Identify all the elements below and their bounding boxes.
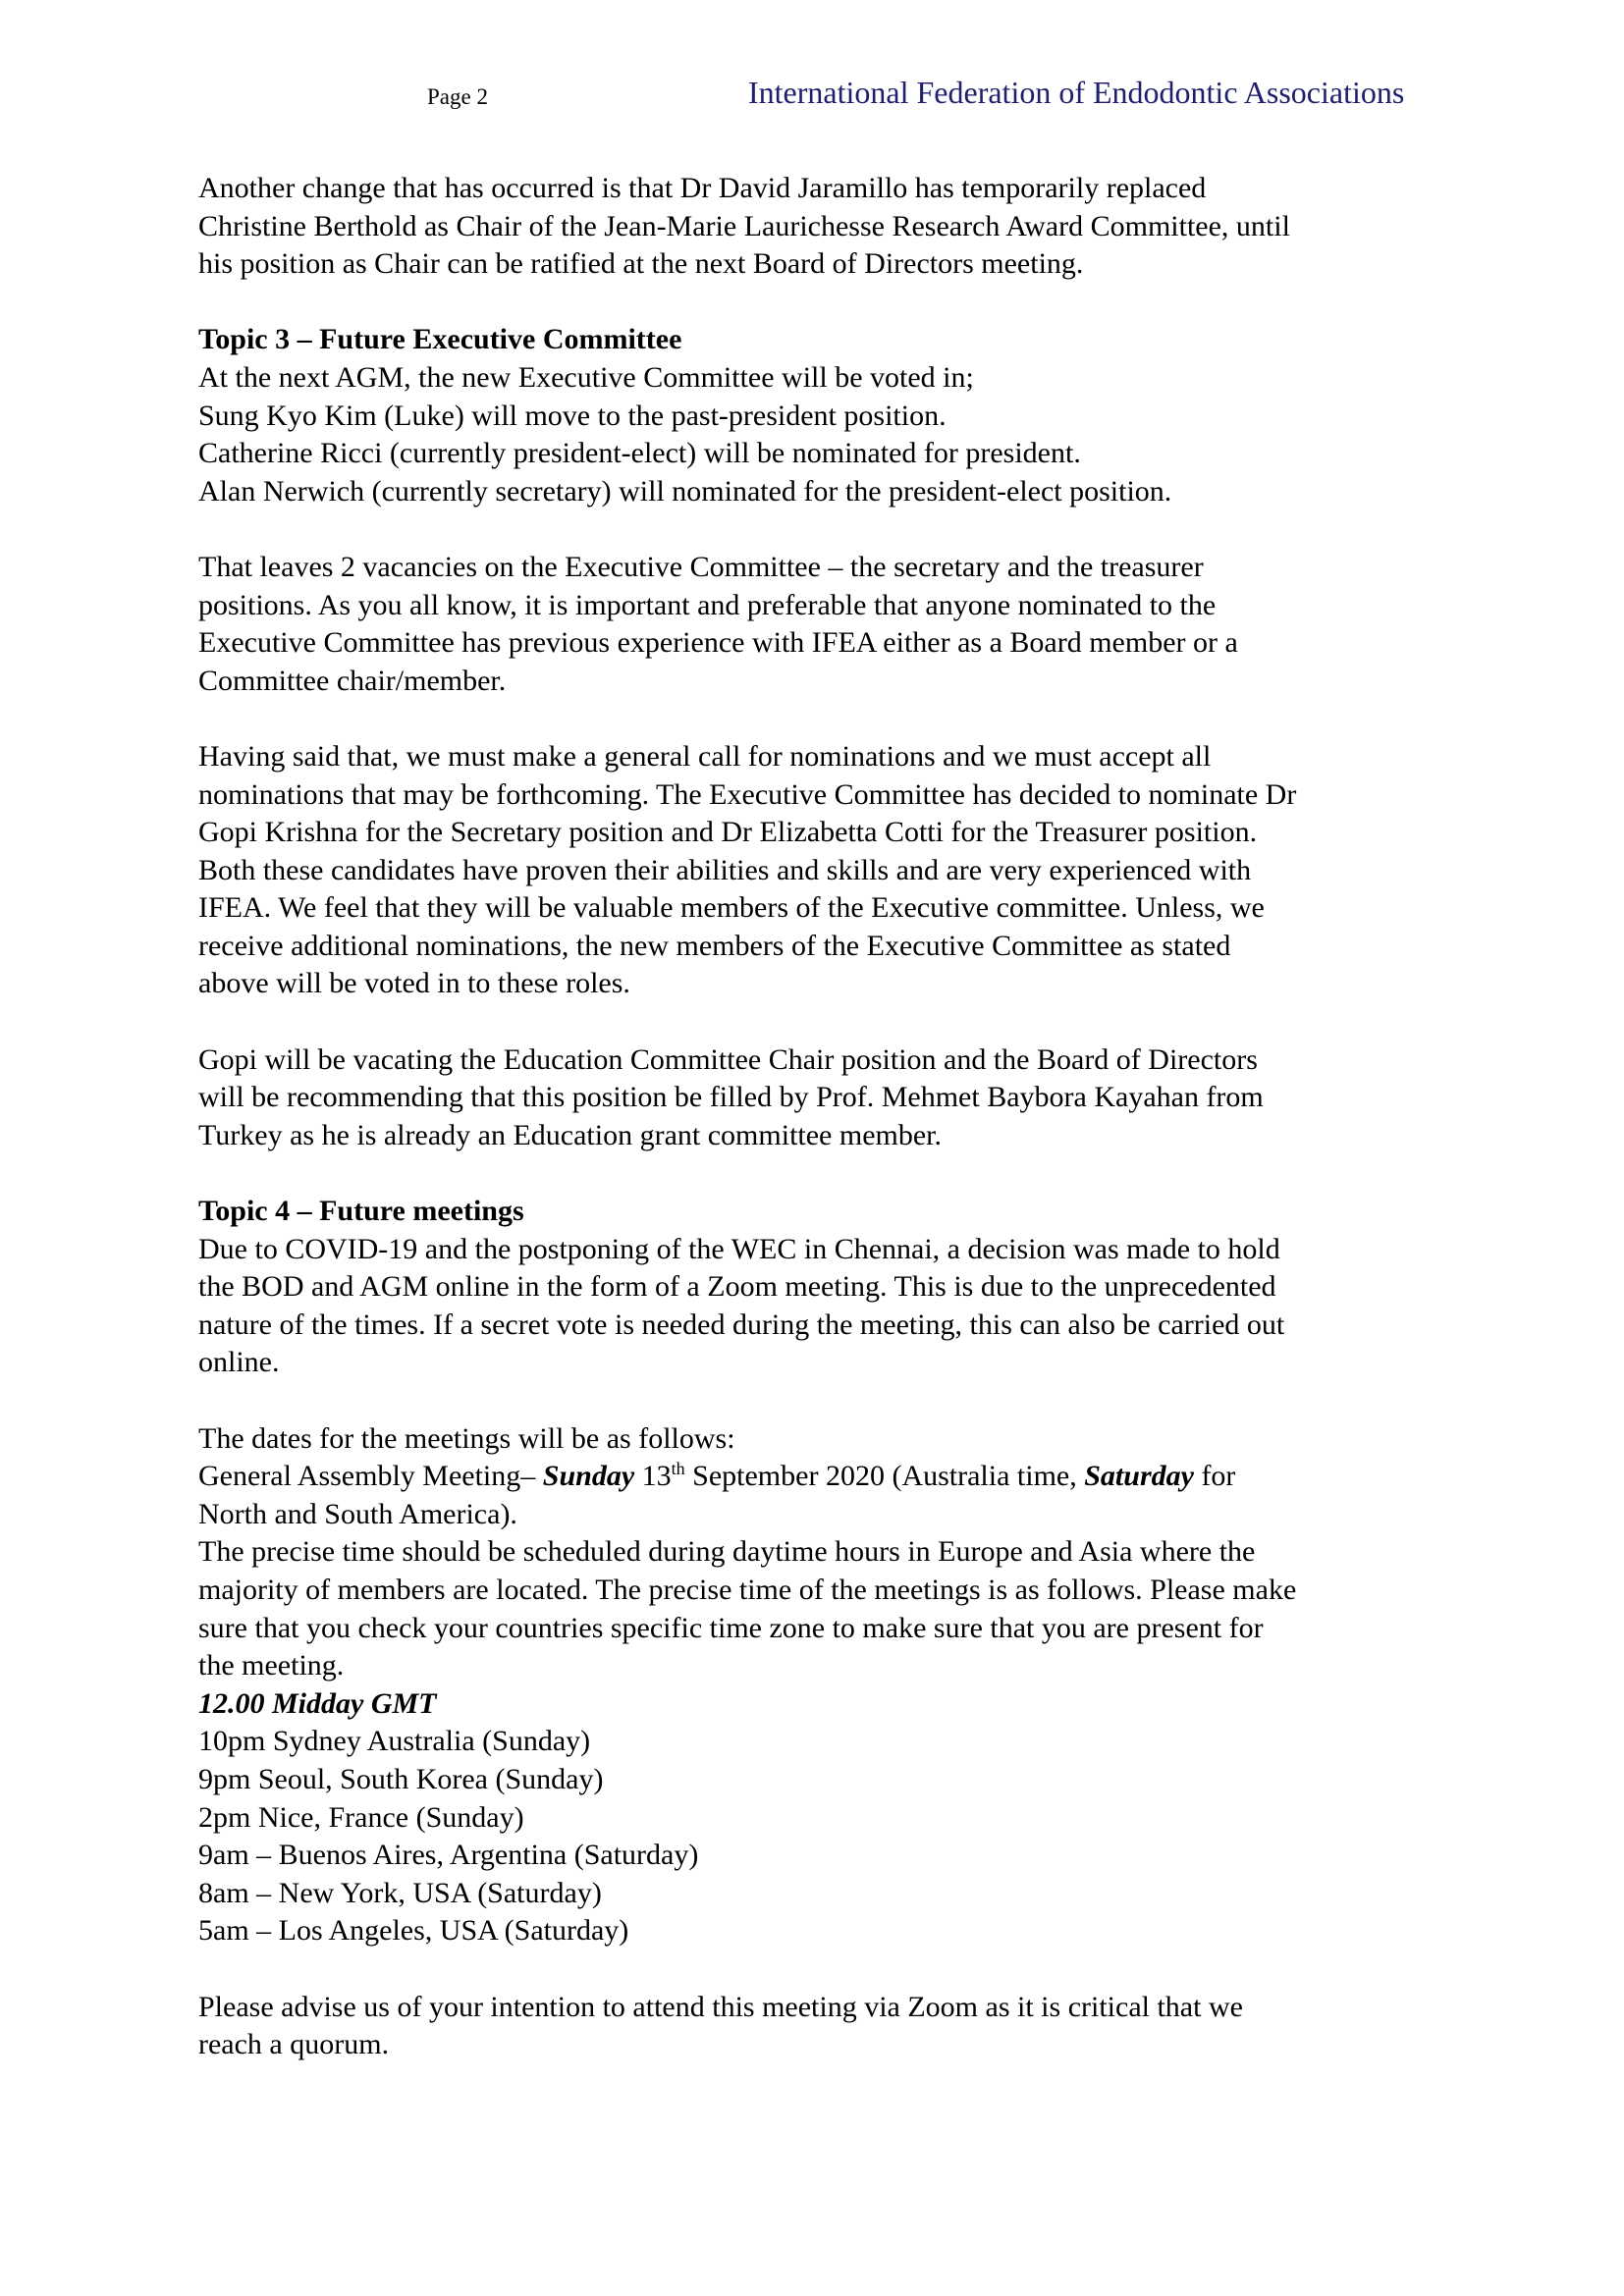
text-line: Another change that has occurred is that Dr David Jaramillo has temporarily replaced <box>198 172 1207 204</box>
document-body <box>198 170 1475 2064</box>
text-line: sure that you check your countries specific time zone to make sure that you are present for <box>198 1611 1264 1644</box>
text-line: North and South America). <box>198 1497 517 1530</box>
time-item: 8am – New York, USA (Saturday) <box>198 1876 602 1909</box>
section-meeting-dates <box>198 1420 1475 1950</box>
paragraph-committee-change <box>198 170 1475 284</box>
time-item: 5am – Los Angeles, USA (Saturday) <box>198 1914 629 1948</box>
time-heading: 12.00 Midday GMT <box>198 1686 437 1720</box>
general-assembly-line <box>198 1458 1475 1496</box>
text-line: receive additional nominations, the new members of the Executive Committee as stated <box>198 929 1231 962</box>
text-line: At the next AGM, the new Executive Committee will be voted in; <box>198 360 974 394</box>
text-line: Please advise us of your intention to attend this meeting via Zoom as it is critical that we <box>198 1990 1243 2023</box>
text-line: That leaves 2 vacancies on the Executive Committee – the secretary and the treasurer <box>198 550 1204 583</box>
dates-intro: The dates for the meetings will be as follows: <box>198 1421 735 1455</box>
text-line: the BOD and AGM online in the form of a Zoom meeting. This is due to the unprecedented <box>198 1270 1276 1304</box>
text-line: reach a quorum. <box>198 2028 390 2061</box>
time-item: 10pm Sydney Australia (Sunday) <box>198 1725 591 1758</box>
text-line: Due to COVID-19 and the postponing of the WEC in Chennai, a decision was made to hold <box>198 1232 1280 1265</box>
text-line: Turkey as he is already an Education grant committee member. <box>198 1118 943 1151</box>
section-topic-3 <box>198 321 1475 510</box>
gam-date-rest: September 2020 (Australia time, <box>684 1460 1085 1493</box>
text-line: Alan Nerwich (currently secretary) will nominated for the president-elect position. <box>198 474 1172 507</box>
text-line: The precise time should be scheduled during daytime hours in Europe and Asia where the <box>198 1535 1256 1569</box>
time-item: 9am – Buenos Aires, Argentina (Saturday) <box>198 1839 699 1872</box>
text-line: Executive Committee has previous experience with IFEA either as a Board member or a <box>198 626 1238 660</box>
time-item: 2pm Nice, France (Sunday) <box>198 1800 524 1834</box>
gam-after: for <box>1193 1460 1236 1493</box>
paragraph-nominations <box>198 738 1475 1003</box>
text-line: Gopi will be vacating the Education Committee Chair position and the Board of Directors <box>198 1042 1258 1076</box>
text-line: Sung Kyo Kim (Luke) will move to the past-president position. <box>198 399 947 432</box>
text-line: Committee chair/member. <box>198 664 507 697</box>
paragraph-education-chair <box>198 1041 1475 1155</box>
gam-date-num: 13 <box>634 1460 672 1493</box>
text-line: positions. As you all know, it is important and preferable that anyone nominated to the <box>198 588 1217 621</box>
text-line: Christine Berthold as Chair of the Jean-Marie Laurichesse Research Award Committee, until <box>198 209 1290 242</box>
text-line: above will be voted in to these roles. <box>198 967 630 1000</box>
gam-prefix: General Assembly Meeting– <box>198 1460 543 1493</box>
organization-header: International Federation of Endodontic Associations <box>748 75 1405 110</box>
text-line: Both these candidates have proven their abilities and skills and are very experienced with <box>198 853 1252 886</box>
text-line: the meeting. <box>198 1649 345 1682</box>
gam-day-alt: Saturday <box>1084 1460 1194 1493</box>
gam-day: Sunday <box>542 1460 635 1493</box>
paragraph-closing <box>198 1989 1475 2064</box>
text-line: majority of members are located. The precise time of the meetings is as follows. Please make <box>198 1573 1297 1606</box>
gam-date-suffix: th <box>671 1459 685 1479</box>
topic-3-heading: Topic 3 – Future Executive Committee <box>198 323 682 356</box>
text-line: Catherine Ricci (currently president-elect) will be nominated for president. <box>198 437 1081 470</box>
text-line: Having said that, we must make a general call for nominations and we must accept all <box>198 739 1212 773</box>
time-item: 9pm Seoul, South Korea (Sunday) <box>198 1762 604 1795</box>
page-number: Page 2 <box>427 84 488 109</box>
section-topic-4 <box>198 1193 1475 1382</box>
text-line: Gopi Krishna for the Secretary position and Dr Elizabetta Cotti for the Treasurer position. <box>198 816 1258 849</box>
text-line: nature of the times. If a secret vote is needed during the meeting, this can also be carried out <box>198 1308 1285 1341</box>
text-line: online. <box>198 1346 280 1379</box>
text-line: his position as Chair can be ratified at the next Board of Directors meeting. <box>198 247 1084 281</box>
paragraph-vacancies <box>198 549 1475 700</box>
text-line: nominations that may be forthcoming. The Executive Committee has decided to nominate Dr <box>198 777 1297 811</box>
text-line: IFEA. We feel that they will be valuable members of the Executive committee. Unless, we <box>198 891 1265 925</box>
text-line: will be recommending that this position be filled by Prof. Mehmet Baybora Kayahan from <box>198 1081 1264 1114</box>
topic-4-heading: Topic 4 – Future meetings <box>198 1195 524 1228</box>
